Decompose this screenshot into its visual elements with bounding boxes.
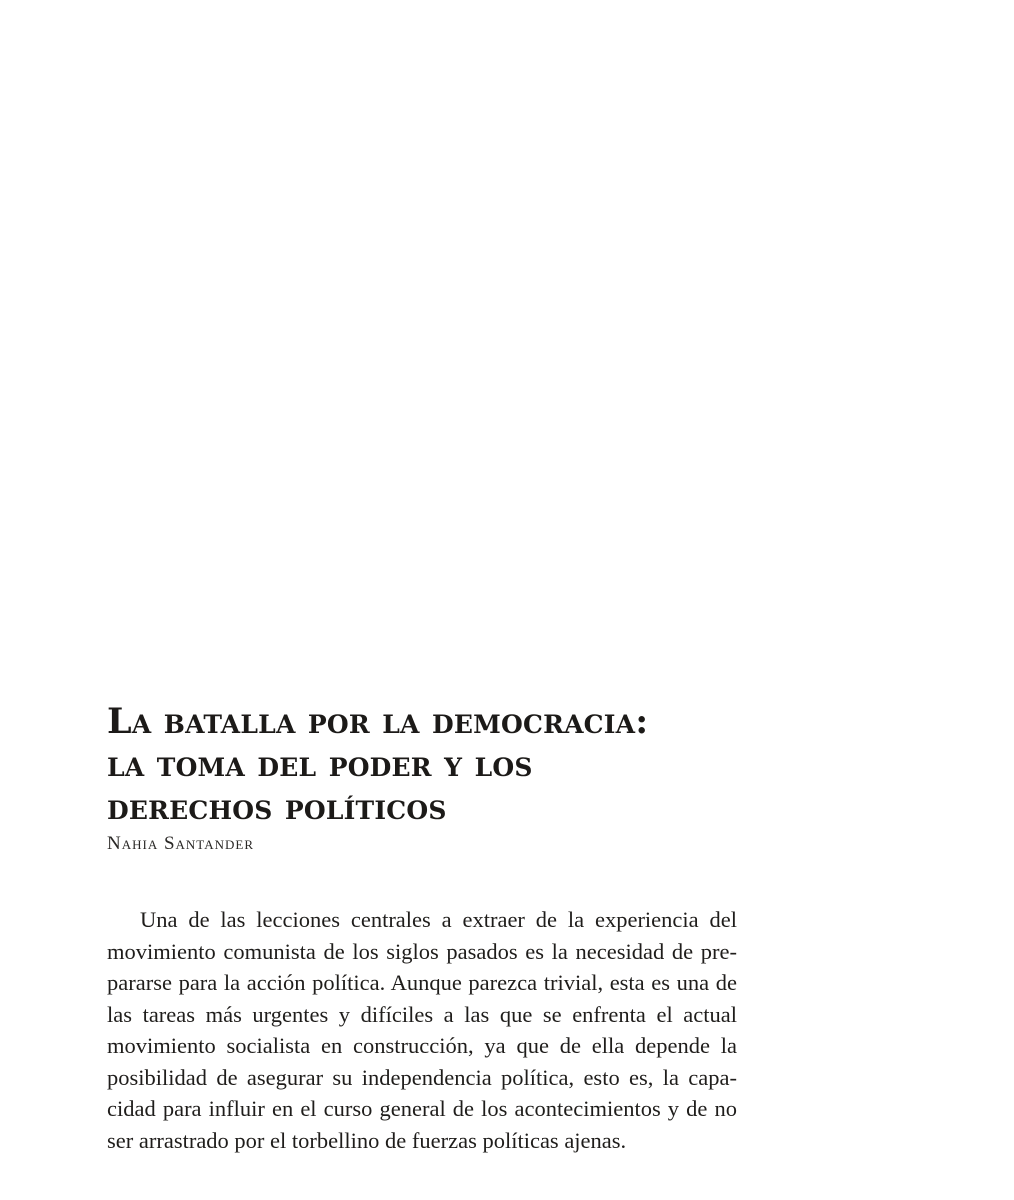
body-paragraph: Una de las lecciones centrales a extraer de la experiencia del movimiento comunista de los siglos pasados es la necesidad de prepararse para la acción política. Aunque parezca trivial, esta es una de las tareas más urgentes y difíciles a las que se enfrenta el actual movimiento socialista en construcción, ya que de ella depende la posibilidad de asegurar su independencia política, esto es, la capacidad para influir en el curso general de los acontecimientos y de no ser arrastrado por el torbellino de fuerzas políticas ajenas.	[107, 907, 737, 1153]
title-line: La batalla por la democracia:	[107, 701, 649, 742]
article-title	[107, 700, 737, 829]
article	[107, 700, 737, 1156]
author-byline: Nahia Santander	[107, 833, 254, 854]
title-line: derechos políticos	[107, 787, 447, 828]
title-line: la toma del poder y los	[107, 744, 533, 785]
